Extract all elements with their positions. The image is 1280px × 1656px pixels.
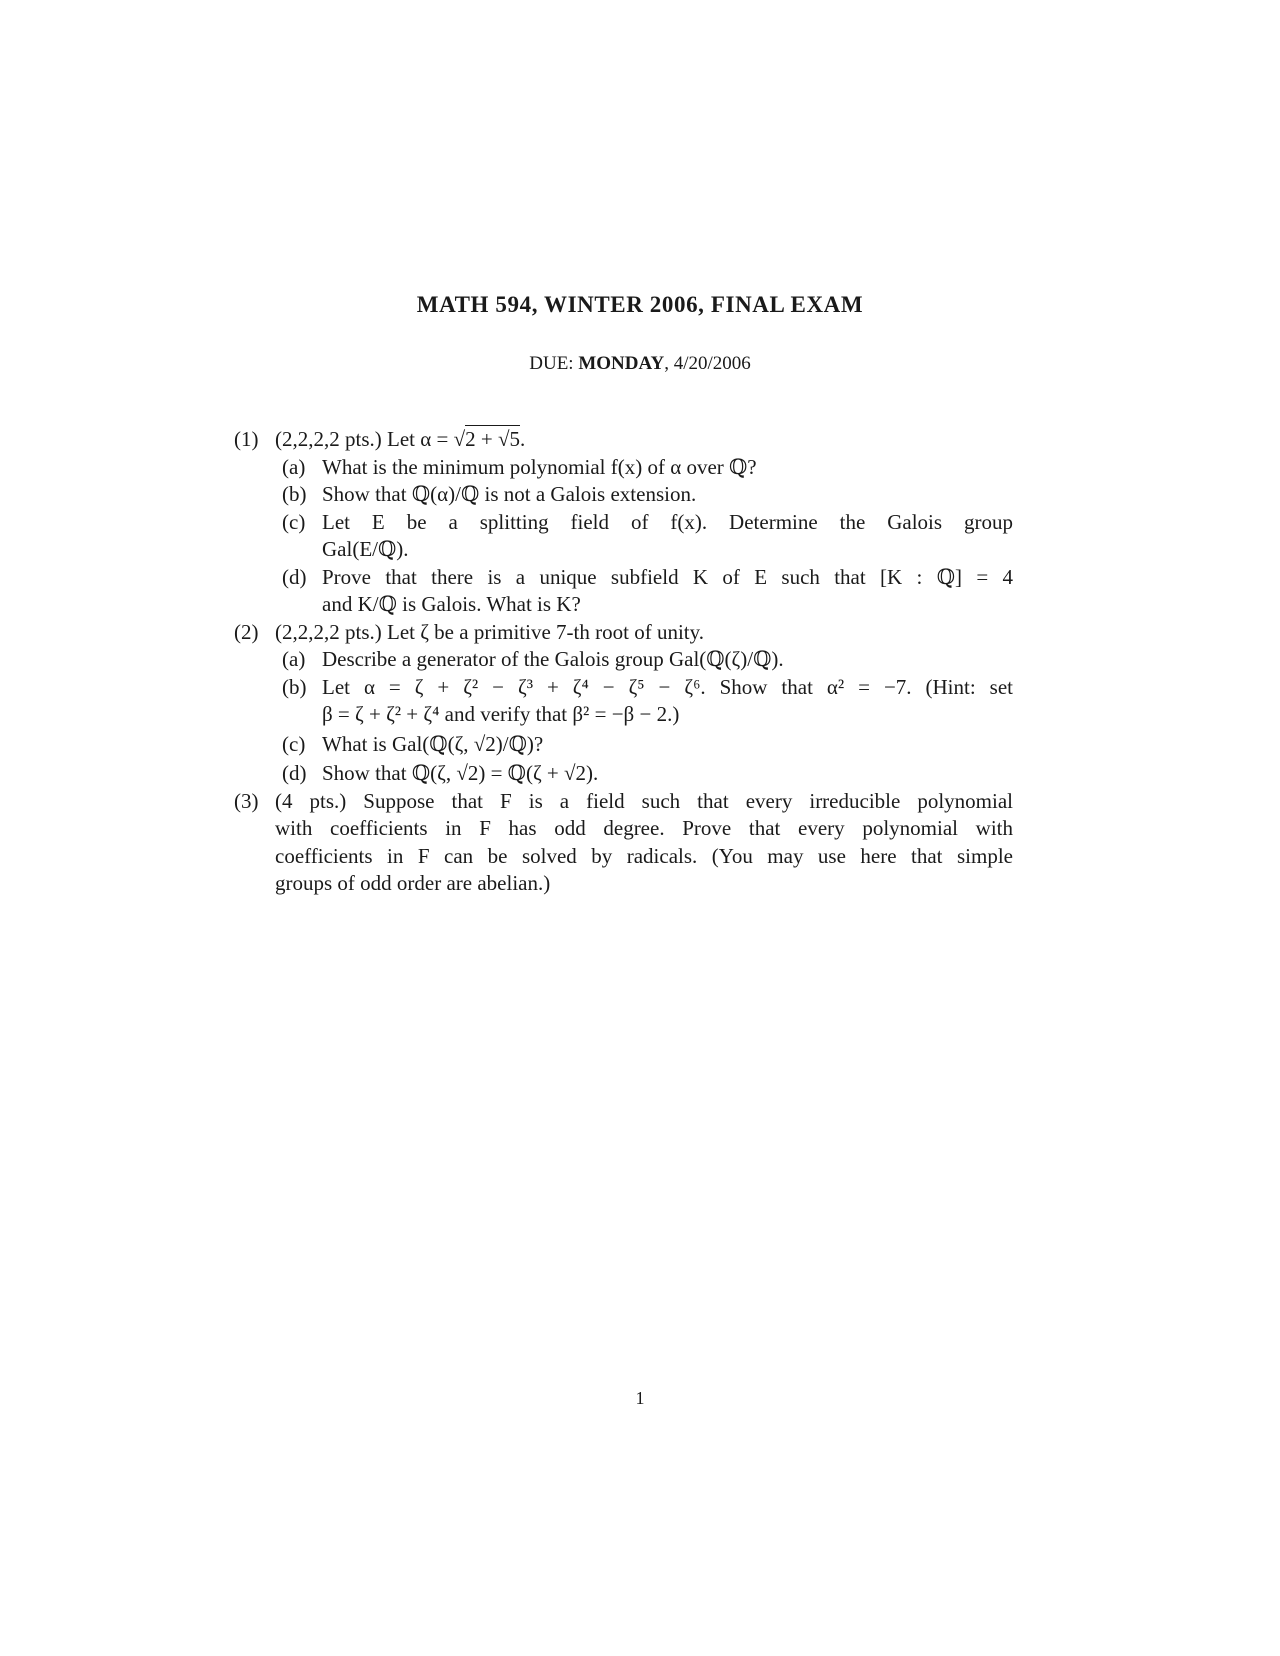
problem-3-text: groups of odd order are abelian.) (275, 871, 551, 895)
problem-3-text: with coefficients in F has odd degree. Prove that every polynomial with (275, 816, 1013, 840)
problem-1-intro (275, 426, 1013, 452)
problem-1-intro-text: (2,2,2,2 pts.) Let α = (275, 427, 454, 451)
problem-1d-text-cont: and K/ℚ is Galois. What is K? (322, 592, 581, 616)
part-label: (c) (282, 510, 306, 534)
problem-3-text: (4 pts.) Suppose that F is a field such that every irreducible polynomial (275, 789, 1013, 813)
exam-title: MATH 594, WINTER 2006, FINAL EXAM (416, 292, 864, 317)
problem-1d-text: Prove that there is a unique subfield K of E such that [K : ℚ] = 4 (322, 565, 1013, 589)
due-label: DUE: (529, 353, 574, 374)
problem-2a-text: Describe a generator of the Galois group Gal(ℚ(ζ)/ℚ). (322, 647, 784, 671)
problem-2-number: (2) (234, 620, 259, 644)
problem-3-number: (3) (234, 789, 259, 813)
radical-sign: √ (453, 427, 466, 451)
part-label: (c) (282, 732, 306, 756)
problem-2b-text: Let α = ζ + ζ² − ζ³ + ζ⁴ − ζ⁵ − ζ⁶. Show that α² = −7. (Hint: set (322, 675, 1013, 699)
problem-1c-text-cont: Gal(E/ℚ). (322, 537, 409, 561)
problem-1b-text: Show that ℚ(α)/ℚ is not a Galois extension. (322, 482, 697, 506)
due-date: , 4/20/2006 (664, 353, 751, 374)
problem-1a-text: What is the minimum polynomial f(x) of α over ℚ? (322, 455, 757, 479)
problem-1c-text: Let E be a splitting field of f(x). Determine the Galois group (322, 510, 1013, 534)
due-day: MONDAY (578, 353, 665, 374)
part-label: (d) (282, 761, 307, 785)
page-number: 1 (635, 1388, 645, 1408)
part-label: (a) (282, 647, 306, 671)
part-label: (b) (282, 675, 307, 699)
part-label: (b) (282, 482, 307, 506)
problem-3-text: coefficients in F can be solved by radicals. (You may use here that simple (275, 844, 1013, 868)
due-date-line (0, 353, 1280, 375)
radicand: 2 + √5 (465, 427, 520, 451)
problem-2b-text-cont: β = ζ + ζ² + ζ⁴ and verify that β² = −β − 2.) (322, 702, 680, 726)
problem-2c-text: What is Gal(ℚ(ζ, √2)/ℚ)? (322, 732, 544, 756)
period: . (519, 427, 526, 451)
part-label: (d) (282, 565, 307, 589)
part-label: (a) (282, 455, 306, 479)
problem-1-number: (1) (234, 427, 259, 451)
problem-2-intro: (2,2,2,2 pts.) Let ζ be a primitive 7-th root of unity. (275, 620, 705, 644)
problem-2d-text: Show that ℚ(ζ, √2) = ℚ(ζ + √2). (322, 761, 599, 785)
